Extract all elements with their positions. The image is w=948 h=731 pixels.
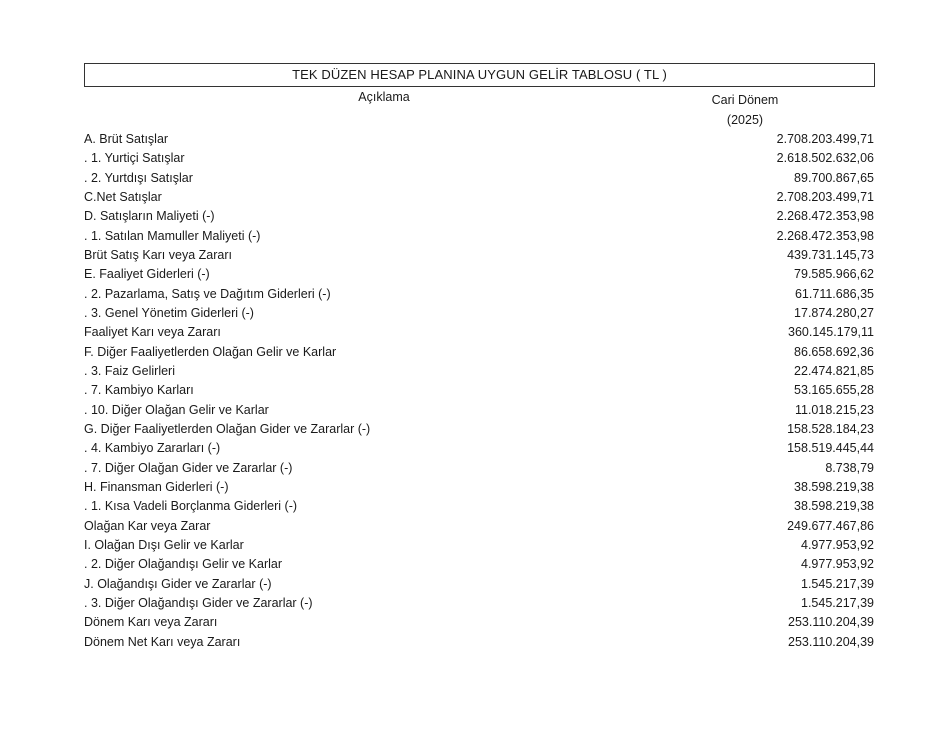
row-label: . 10. Diğer Olağan Gelir ve Karlar — [84, 402, 269, 417]
table-row — [84, 497, 875, 516]
row-value: 38.598.219,38 — [794, 499, 874, 514]
table-row — [84, 323, 875, 342]
table-row — [84, 536, 875, 555]
row-value: 89.700.867,65 — [794, 170, 874, 185]
row-label: Brüt Satış Karı veya Zararı — [84, 247, 232, 262]
row-value: 11.018.215,23 — [794, 402, 874, 417]
column-header-description: Açıklama — [358, 90, 410, 104]
table-row — [84, 207, 875, 226]
column-header-period-year: (2025) — [726, 113, 764, 127]
row-value: 17.874.280,27 — [794, 305, 874, 320]
row-label: J. Olağandışı Gider ve Zararlar (-) — [84, 576, 272, 591]
row-label: . 2. Pazarlama, Satış ve Dağıtım Giderleri (-) — [84, 286, 331, 301]
row-value: 38.598.219,38 — [794, 479, 874, 494]
row-label: H. Finansman Giderleri (-) — [84, 479, 229, 494]
row-label: . 3. Genel Yönetim Giderleri (-) — [84, 305, 254, 320]
row-label: . 3. Diğer Olağandışı Gider ve Zararlar (-) — [84, 595, 313, 610]
table-row — [84, 285, 875, 304]
table-row — [84, 188, 875, 207]
row-label: . 2. Diğer Olağandışı Gelir ve Karlar — [84, 557, 282, 572]
table-row — [84, 401, 875, 420]
row-value: 360.145.179,11 — [788, 325, 874, 340]
table-row — [84, 439, 875, 458]
table-row — [84, 362, 875, 381]
row-label: . 1. Yurtiçi Satışlar — [84, 151, 185, 166]
row-value: 53.165.655,28 — [794, 383, 874, 398]
row-label: . 3. Faiz Gelirleri — [84, 363, 175, 378]
row-value: 1.545.217,39 — [801, 595, 874, 610]
row-label: . 1. Satılan Mamuller Maliyeti (-) — [84, 228, 261, 243]
table-row — [84, 555, 875, 574]
row-label: Faaliyet Karı veya Zararı — [84, 325, 221, 340]
row-label: A. Brüt Satışlar — [84, 132, 169, 146]
row-value: 22.474.821,85 — [794, 363, 874, 378]
table-row — [84, 265, 875, 284]
row-value: 8.738,79 — [825, 460, 874, 475]
income-statement — [84, 63, 875, 652]
row-value: 253.110.204,39 — [788, 634, 874, 649]
row-label: . 7. Kambiyo Karları — [84, 383, 194, 398]
row-value: 2.708.203.499,71 — [776, 132, 874, 146]
row-value: 253.110.204,39 — [788, 615, 874, 630]
report-title: TEK DÜZEN HESAP PLANINA UYGUN GELİR TABLOSU ( TL ) — [84, 63, 875, 87]
row-label: I. Olağan Dışı Gelir ve Karlar — [84, 537, 244, 552]
table-row — [84, 633, 875, 652]
row-label: Dönem Net Karı veya Zararı — [84, 634, 241, 649]
table-row — [84, 227, 875, 246]
row-value: 439.731.145,73 — [787, 247, 874, 262]
row-label: E. Faaliyet Giderleri (-) — [84, 267, 210, 282]
row-value: 158.528.184,23 — [787, 421, 874, 436]
row-label: . 7. Diğer Olağan Gider ve Zararlar (-) — [84, 460, 293, 475]
row-value: 158.519.445,44 — [787, 441, 874, 456]
row-value: 61.711.686,35 — [794, 286, 874, 301]
statement-rows — [84, 130, 875, 652]
row-label: . 2. Yurtdışı Satışlar — [84, 170, 193, 185]
row-label: C.Net Satışlar — [84, 189, 162, 204]
column-header-current-period — [698, 90, 792, 130]
table-row — [84, 575, 875, 594]
row-value: 2.618.502.632,06 — [776, 151, 874, 166]
table-row — [84, 343, 875, 362]
row-label: D. Satışların Maliyeti (-) — [84, 209, 215, 224]
table-row — [84, 169, 875, 188]
table-row — [84, 304, 875, 323]
row-label: F. Diğer Faaliyetlerden Olağan Gelir ve Karlar — [84, 344, 337, 359]
table-row — [84, 594, 875, 613]
table-row — [84, 478, 875, 497]
table-row — [84, 420, 875, 439]
row-label: . 4. Kambiyo Zararları (-) — [84, 441, 221, 456]
row-value: 4.977.953,92 — [801, 557, 874, 572]
row-label: Olağan Kar veya Zarar — [84, 518, 211, 533]
row-value: 1.545.217,39 — [801, 576, 874, 591]
row-label: . 1. Kısa Vadeli Borçlanma Giderleri (-) — [84, 499, 298, 514]
column-header-period-label: Cari Dönem — [711, 93, 779, 107]
table-row — [84, 130, 875, 149]
row-value: 2.708.203.499,71 — [776, 189, 874, 204]
row-value: 2.268.472.353,98 — [776, 209, 874, 224]
table-row — [84, 613, 875, 632]
row-value: 4.977.953,92 — [801, 537, 874, 552]
table-row — [84, 517, 875, 536]
table-row — [84, 381, 875, 400]
row-value: 79.585.966,62 — [794, 267, 874, 282]
row-label: Dönem Karı veya Zararı — [84, 615, 218, 630]
table-row — [84, 246, 875, 265]
table-header — [84, 87, 875, 127]
row-value: 86.658.692,36 — [794, 344, 874, 359]
table-row — [84, 149, 875, 168]
row-value: 2.268.472.353,98 — [776, 228, 874, 243]
row-value: 249.677.467,86 — [787, 518, 874, 533]
table-row — [84, 459, 875, 478]
row-label: G. Diğer Faaliyetlerden Olağan Gider ve Zararlar (-) — [84, 421, 371, 436]
